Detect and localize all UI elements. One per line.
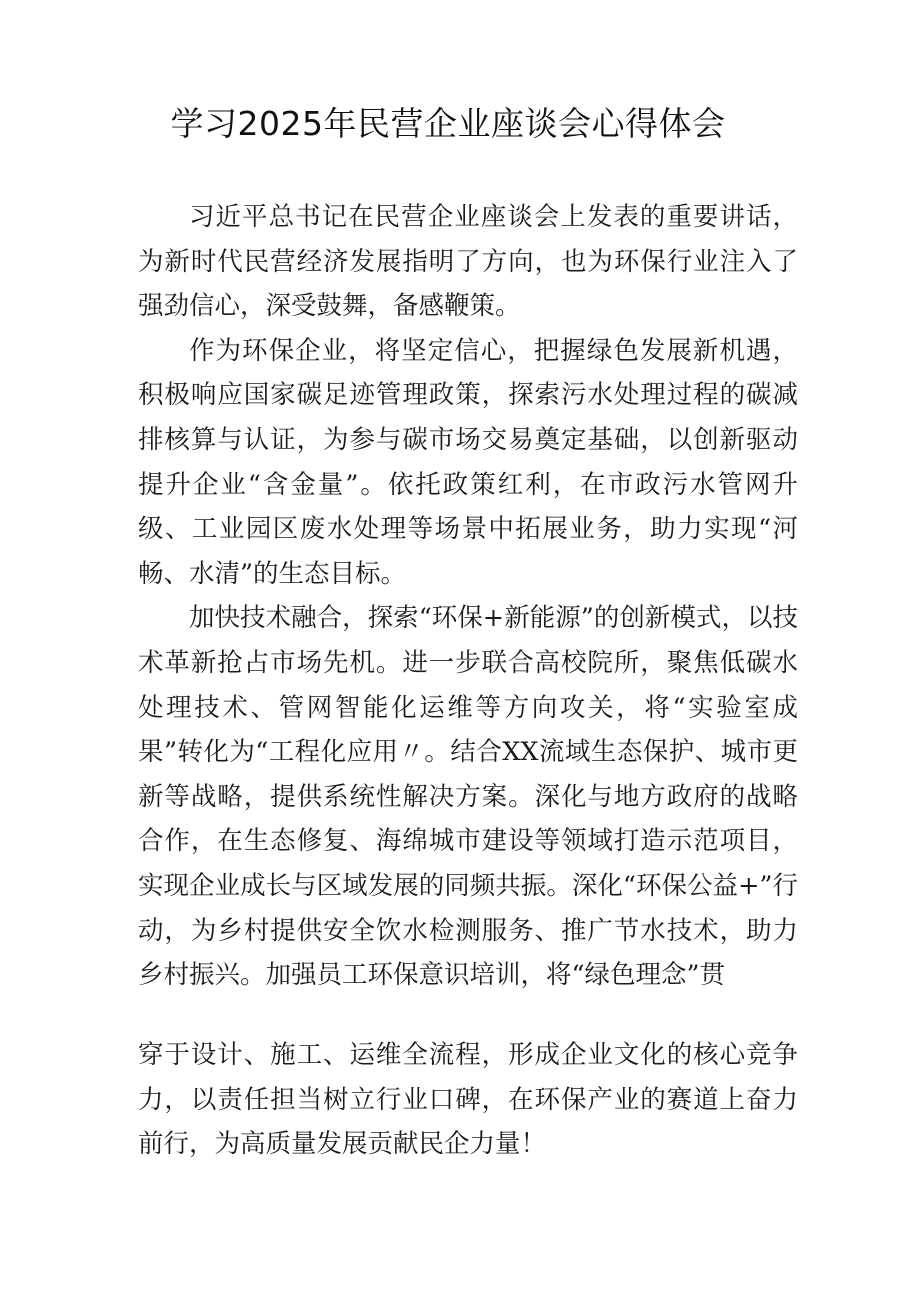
document-title: 学习2025年民营企业座谈会心得体会 (170, 104, 726, 143)
body-text-continuation (138, 1033, 798, 1167)
paragraph: 作为环保企业，将坚定信心，把握绿色发展新机遇，积极响应国家碳足迹管理政策，探索污水处理过程的碳减排核算与认证，为参与碳市场交易奠定基础，以创新驱动提升企业“含金量”。依托政策红利，在市政污水管网升级、工业园区废水处理等场景中拓展业务，助力实现“河畅、水清”的生态目标。 (138, 335, 798, 589)
body-text (138, 195, 798, 998)
paragraph-continuation: 穿于设计、施工、运维全流程，形成企业文化的核心竞争力，以责任担当树立行业口碑，在环保产业的赛道上奋力前行，为高质量发展贡献民企力量！ (138, 1040, 798, 1160)
paragraph: 加快技术融合，探索“环保+新能源”的创新模式，以技术革新抢占市场先机。进一步联合高校院所，聚焦低碳水处理技术、管网智能化运维等方向攻关，将“实验室成果”转化为“工程化应用〃。结合XX流域生态保护、城市更新等战略，提供系统性解决方案。深化与地方政府的战略合作，在生态修复、海绵城市建设等领域打造示范项目，实现企业成长与区域发展的同频共振。深化“环保公益+”行动，为乡村提供安全饮水检测服务、推广节水技术，助力乡村振兴。加强员工环保意识培训，将“绿色理念”贯 (138, 603, 798, 991)
paragraph: 习近平总书记在民营企业座谈会上发表的重要讲话，为新时代民营经济发展指明了方向，也为环保行业注入了强劲信心，深受鼓舞，备感鞭策。 (138, 202, 798, 322)
